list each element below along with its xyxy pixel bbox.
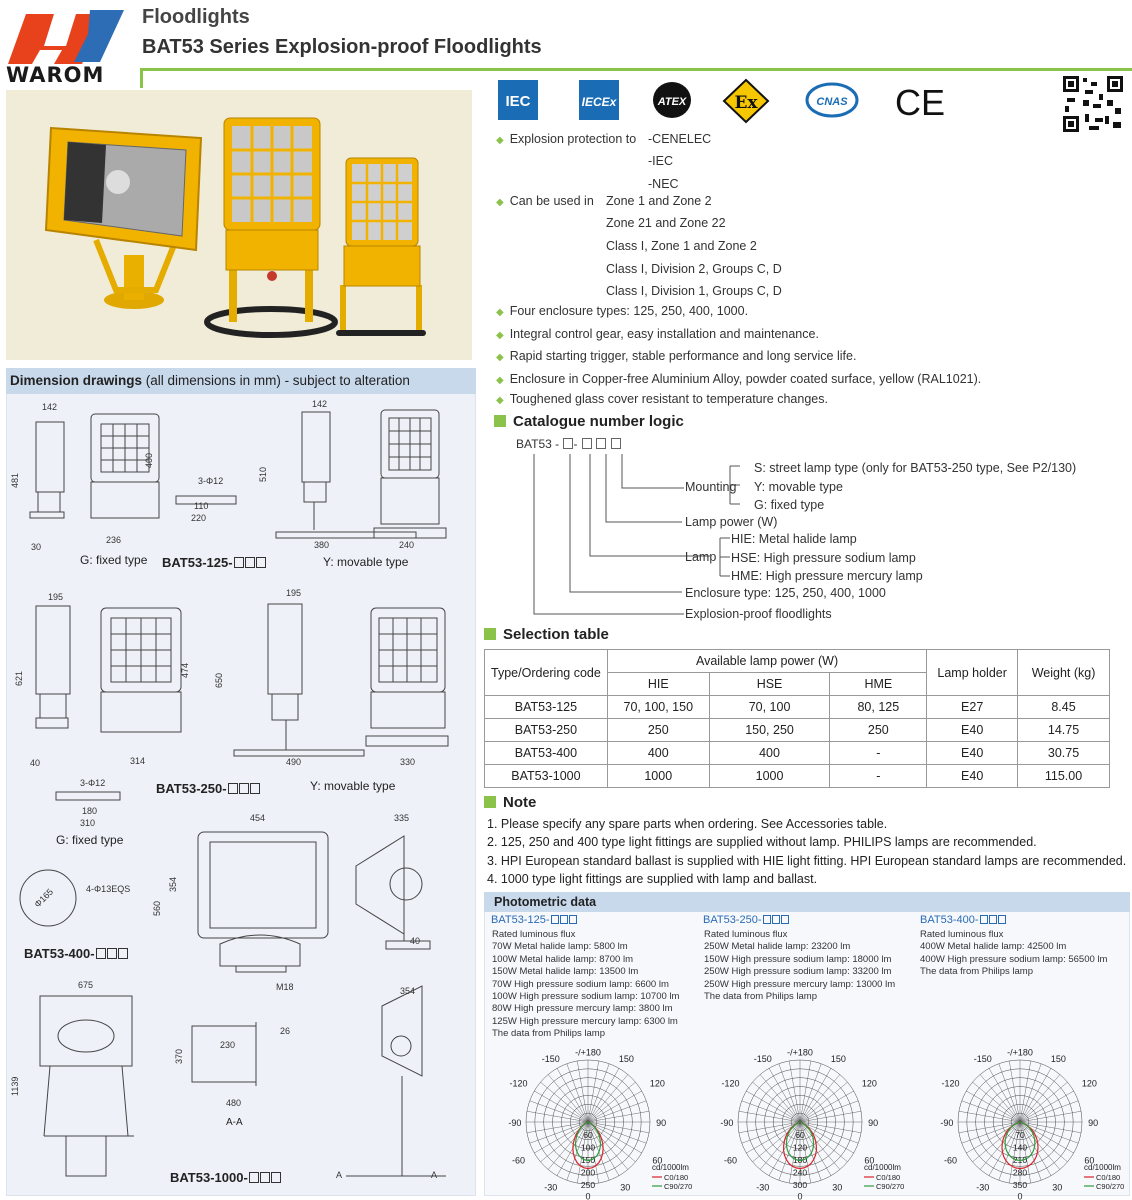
- dim-480: 480: [226, 1098, 242, 1108]
- polar-chart-250: [718, 1040, 918, 1200]
- mounting-y: Y: movable type: [754, 480, 843, 494]
- fixed-floodlight-image: [46, 128, 201, 309]
- svg-text:CNAS: CNAS: [816, 96, 848, 108]
- svg-text:ATEX: ATEX: [657, 96, 687, 108]
- polar-radial-label: 60: [583, 1130, 593, 1140]
- usage-3: Class I, Division 2, Groups C, D: [606, 262, 782, 276]
- th-hme: HME: [830, 673, 927, 696]
- polar-angle-label: 150: [618, 1053, 634, 1064]
- polar-angle-label: -150: [541, 1053, 560, 1064]
- pm-model-400: BAT53-400-: [920, 914, 1006, 926]
- product-photo: [6, 90, 472, 360]
- th-power: Available lamp power (W): [607, 650, 926, 673]
- polar-angle-label: 120: [649, 1078, 665, 1089]
- legend-c90: C90/270: [1096, 1182, 1125, 1191]
- dim-3phi12a: 3-Φ12: [198, 476, 224, 486]
- note-4: 4. 1000 type light fittings are supplied with lamp and ballast.: [487, 872, 818, 886]
- model-250: BAT53-250-: [156, 781, 260, 796]
- dim-400: 400: [144, 452, 154, 468]
- polar-angle-label: 0: [797, 1191, 803, 1200]
- polar-angle-label: 30: [620, 1182, 631, 1193]
- polar-angle-label: -120: [941, 1078, 960, 1089]
- svg-text:IEC: IEC: [505, 93, 531, 110]
- dim-474: 474: [180, 662, 190, 678]
- polar-radial-label: 240: [792, 1167, 808, 1178]
- category-title: Floodlights: [142, 6, 250, 28]
- product-type: Explosion-proof floodlights: [685, 607, 832, 621]
- cnas-icon: [805, 78, 859, 124]
- polar-angle-label: -/+180: [1007, 1047, 1033, 1058]
- dim-phi165: Φ165: [32, 886, 56, 910]
- dim-354: 354: [168, 876, 178, 892]
- polar-angle-label: 0: [1017, 1191, 1023, 1200]
- polar-radial-label: 210: [1012, 1155, 1028, 1165]
- dim-380: 380: [314, 540, 330, 550]
- dim-650: 650: [214, 672, 224, 688]
- pm-model-250: BAT53-250-: [703, 914, 789, 926]
- polar-angle-label: -60: [944, 1155, 958, 1166]
- table-row: BAT53-125 70, 100, 150 70, 100 80, 125 E27 8.45: [485, 696, 1110, 719]
- polar-angle-label: -90: [508, 1118, 522, 1129]
- polar-angle-label: -30: [756, 1182, 770, 1193]
- dim-310: 310: [80, 818, 96, 828]
- polar-angle-label: 30: [832, 1182, 843, 1193]
- polar-angle-label: -60: [724, 1155, 738, 1166]
- dim-330: 330: [400, 757, 416, 767]
- movable-floodlight-image: [207, 118, 335, 335]
- dim-454: 454: [250, 813, 266, 823]
- polar-angle-label: 90: [1088, 1118, 1099, 1129]
- polar-angle-label: -120: [721, 1078, 740, 1089]
- note-title: Note: [484, 794, 536, 811]
- polar-angle-label: -30: [976, 1182, 990, 1193]
- catalogue-code: BAT53 - -: [516, 437, 621, 451]
- polar-chart-125: [506, 1040, 696, 1200]
- polar-angle-label: 120: [861, 1078, 877, 1089]
- iecex-icon: [578, 78, 622, 124]
- polar-angle-label: -30: [544, 1182, 558, 1193]
- polar-angle-label: 60: [1084, 1155, 1095, 1166]
- polar-radial-label: 140: [1012, 1142, 1028, 1153]
- legend-unit: cd/1000lm: [864, 1163, 901, 1172]
- selection-table: [484, 649, 1110, 788]
- enclosure-type: Enclosure type: 125, 250, 400, 1000: [685, 586, 886, 600]
- feature-bullet-1: ◆ Integral control gear, easy installation and maintenance.: [496, 327, 819, 341]
- protection-iec: -IEC: [648, 154, 673, 168]
- svg-text:CE: CE: [894, 82, 946, 123]
- feature-bullet-4: ◆ Toughened glass cover resistant to temperature changes.: [496, 392, 828, 406]
- dim-335: 335: [394, 813, 410, 823]
- pm-lines-125: Rated luminous flux 70W Metal halide lamp: 5800 lm 100W Metal halide lamp: 8700 lm 150W Metal halide lamp: 13500 lm 70W High pressure sodium lamp: 6600 lm 100W High pressure sodium lamp: 10700 lm 80W High pressure mercury lamp: 3800 lm 125W High pressure mercury lamp: 6300 lm The data from Philips lamp: [492, 929, 680, 1040]
- dim-142a: 142: [42, 402, 58, 412]
- polar-radial-label: 300: [792, 1180, 808, 1190]
- dim-40a: 40: [30, 758, 41, 768]
- polar-angle-label: -120: [509, 1078, 528, 1089]
- ex-icon: [722, 78, 770, 124]
- protection-cenelec: -CENELEC: [648, 132, 712, 146]
- lamp-label: Lamp: [685, 550, 717, 564]
- ce-icon: [890, 78, 950, 124]
- polar-angle-label: -/+180: [787, 1047, 813, 1058]
- polar-angle-label: 60: [864, 1155, 875, 1166]
- mounting-label: Mounting: [685, 480, 737, 494]
- polar-angle-label: 0: [585, 1191, 591, 1200]
- polar-radial-label: 180: [792, 1155, 808, 1165]
- note-3: 3. HPI European standard ballast is supplied with HIE light fitting. HPI European standard lamps are recommended.: [487, 854, 1127, 868]
- model-1000: BAT53-1000-: [170, 1170, 281, 1185]
- dimension-drawings: [6, 396, 476, 1196]
- dim-490: 490: [286, 757, 302, 767]
- photometric-title: Photometric data: [494, 895, 597, 909]
- dim-40b: 40: [410, 936, 421, 946]
- lamp-hse: HSE: High pressure sodium lamp: [731, 551, 916, 565]
- dim-30: 30: [31, 542, 42, 552]
- dim-236: 236: [106, 535, 122, 545]
- mounting-s: S: street lamp type (only for BAT53-250 type, See P2/130): [754, 461, 1077, 475]
- polar-angle-label: 90: [868, 1118, 879, 1129]
- lamp-hme: HME: High pressure mercury lamp: [731, 569, 923, 583]
- legend-c0: C0/180: [664, 1173, 689, 1182]
- polar-angle-label: -90: [940, 1118, 954, 1129]
- usage-4: Class I, Division 1, Groups C, D: [606, 284, 782, 298]
- pm-lines-250: Rated luminous flux 250W Metal halide lamp: 23200 lm 150W High pressure sodium lamp: 18000 lm 250W High pressure sodium lamp: 33200 lm 250W High pressure mercury lamp: 13000 lm The data from Philips lamp: [704, 929, 896, 1003]
- legend-unit: cd/1000lm: [652, 1163, 689, 1172]
- polar-angle-label: -60: [512, 1155, 526, 1166]
- feature-bullet-0: ◆ Four enclosure types: 125, 250, 400, 1000.: [496, 304, 749, 318]
- table-row: BAT53-250 250 150, 250 250 E40 14.75: [485, 719, 1110, 742]
- pm-lines-400: Rated luminous flux 400W Metal halide lamp: 42500 lm 400W High pressure sodium lamp: 56500 lm The data from Philips lamp: [920, 929, 1108, 978]
- feature-protection: ◆ Explosion protection to: [496, 132, 637, 146]
- usage-2: Class I, Zone 1 and Zone 2: [606, 239, 757, 253]
- label-250-movable: Y: movable type: [310, 779, 396, 793]
- polar-radial-label: 60: [795, 1130, 805, 1140]
- table-row: BAT53-400 400 400 - E40 30.75: [485, 742, 1110, 765]
- polar-radial-label: 350: [1012, 1180, 1028, 1190]
- section-aa: A-A: [226, 1117, 243, 1128]
- dim-a1: A: [336, 1170, 343, 1180]
- table-row: BAT53-1000 1000 1000 - E40 115.00: [485, 765, 1110, 788]
- polar-angle-label: 150: [1050, 1053, 1066, 1064]
- polar-angle-label: -/+180: [575, 1047, 601, 1058]
- polar-angle-label: -90: [720, 1118, 734, 1129]
- polar-angle-label: 30: [1052, 1182, 1063, 1193]
- label-250-fixed: G: fixed type: [56, 833, 124, 847]
- legend-c90: C90/270: [876, 1182, 905, 1191]
- feature-usage: ◆ Can be used in: [496, 194, 594, 208]
- atex-icon: [651, 78, 693, 124]
- dim-240: 240: [399, 540, 415, 550]
- dim-354b: 354: [400, 986, 416, 996]
- polar-angle-label: 90: [656, 1118, 667, 1129]
- small-floodlight-image: [336, 158, 426, 336]
- header-rule: [140, 68, 1132, 71]
- svg-text:Ex: Ex: [734, 93, 758, 113]
- feature-bullet-2: ◆ Rapid starting trigger, stable performance and long service life.: [496, 349, 857, 363]
- dim-195b: 195: [286, 588, 302, 598]
- series-title: BAT53 Series Explosion-proof Floodlights: [142, 36, 542, 58]
- legend-c0: C0/180: [876, 1173, 901, 1182]
- legend-c0: C0/180: [1096, 1173, 1121, 1182]
- legend-unit: cd/1000lm: [1084, 1163, 1121, 1172]
- polar-radial-label: 250: [580, 1180, 596, 1190]
- label-125-fixed: G: fixed type: [80, 553, 148, 567]
- polar-angle-label: 150: [830, 1053, 846, 1064]
- selection-title: Selection table: [484, 626, 609, 643]
- dim-m18: M18: [276, 982, 294, 992]
- mounting-g: G: fixed type: [754, 498, 825, 512]
- polar-angle-label: 60: [652, 1155, 663, 1166]
- dim-560: 560: [152, 900, 162, 916]
- polar-angle-label: 120: [1081, 1078, 1097, 1089]
- th-weight: Weight (kg): [1018, 650, 1110, 696]
- polar-radial-label: 70: [1015, 1130, 1025, 1140]
- usage-1: Zone 21 and Zone 22: [606, 216, 726, 230]
- header-rule-corner: [140, 68, 143, 88]
- legend-c90: C90/270: [664, 1182, 693, 1191]
- model-125: BAT53-125-: [162, 555, 266, 570]
- dim-481: 481: [10, 472, 20, 488]
- dim-3phi12b: 3-Φ12: [80, 778, 106, 788]
- dim-621: 621: [14, 670, 24, 686]
- iec-icon: [497, 78, 541, 124]
- note-1: 1. Please specify any spare parts when ordering. See Accessories table.: [487, 817, 888, 831]
- dim-370: 370: [174, 1048, 184, 1064]
- dim-180: 180: [82, 806, 98, 816]
- qr-code-icon: [1061, 74, 1125, 134]
- dim-a2: A: [431, 1170, 438, 1180]
- th-type: Type/Ordering code: [485, 650, 608, 696]
- polar-radial-label: 100: [580, 1142, 596, 1153]
- dim-314: 314: [130, 756, 146, 766]
- dim-1139: 1139: [10, 1076, 20, 1096]
- polar-radial-label: 280: [1012, 1167, 1028, 1178]
- polar-radial-label: 120: [792, 1142, 808, 1153]
- dim-220: 220: [191, 513, 207, 523]
- model-400: BAT53-400-: [24, 946, 128, 961]
- dim-4phi13: 4-Φ13EQS: [86, 884, 131, 894]
- polar-chart-400: [938, 1040, 1128, 1200]
- dim-142b: 142: [312, 399, 328, 409]
- dim-26: 26: [280, 1026, 291, 1036]
- protection-nec: -NEC: [648, 177, 679, 191]
- lamp-power: Lamp power (W): [685, 515, 778, 529]
- dim-195a: 195: [48, 592, 64, 602]
- polar-angle-label: -150: [973, 1053, 992, 1064]
- pm-model-125: BAT53-125-: [491, 914, 577, 926]
- dim-675: 675: [78, 980, 94, 990]
- th-hse: HSE: [709, 673, 830, 696]
- polar-radial-label: 200: [580, 1167, 596, 1178]
- dimension-title: Dimension drawings (all dimensions in mm) - subject to alteration: [10, 373, 410, 388]
- feature-bullet-3: ◆ Enclosure in Copper-free Aluminium Alloy, powder coated surface, yellow (RAL1021).: [496, 372, 982, 386]
- polar-radial-label: 150: [580, 1155, 596, 1165]
- dim-230: 230: [220, 1040, 236, 1050]
- usage-0: Zone 1 and Zone 2: [606, 194, 712, 208]
- dim-110: 110: [194, 501, 209, 511]
- label-125-movable: Y: movable type: [323, 555, 409, 569]
- dim-510: 510: [258, 466, 268, 482]
- logo-text: WAROM: [6, 63, 105, 87]
- note-2: 2. 125, 250 and 400 type light fittings are supplied without lamp. PHILIPS lamps are recommended.: [487, 835, 1037, 849]
- catalogue-title: Catalogue number logic: [494, 413, 684, 430]
- th-holder: Lamp holder: [927, 650, 1018, 696]
- lamp-hie: HIE: Metal halide lamp: [731, 532, 857, 546]
- polar-angle-label: -150: [753, 1053, 772, 1064]
- svg-text:IECEx: IECEx: [581, 95, 617, 109]
- th-hie: HIE: [607, 673, 709, 696]
